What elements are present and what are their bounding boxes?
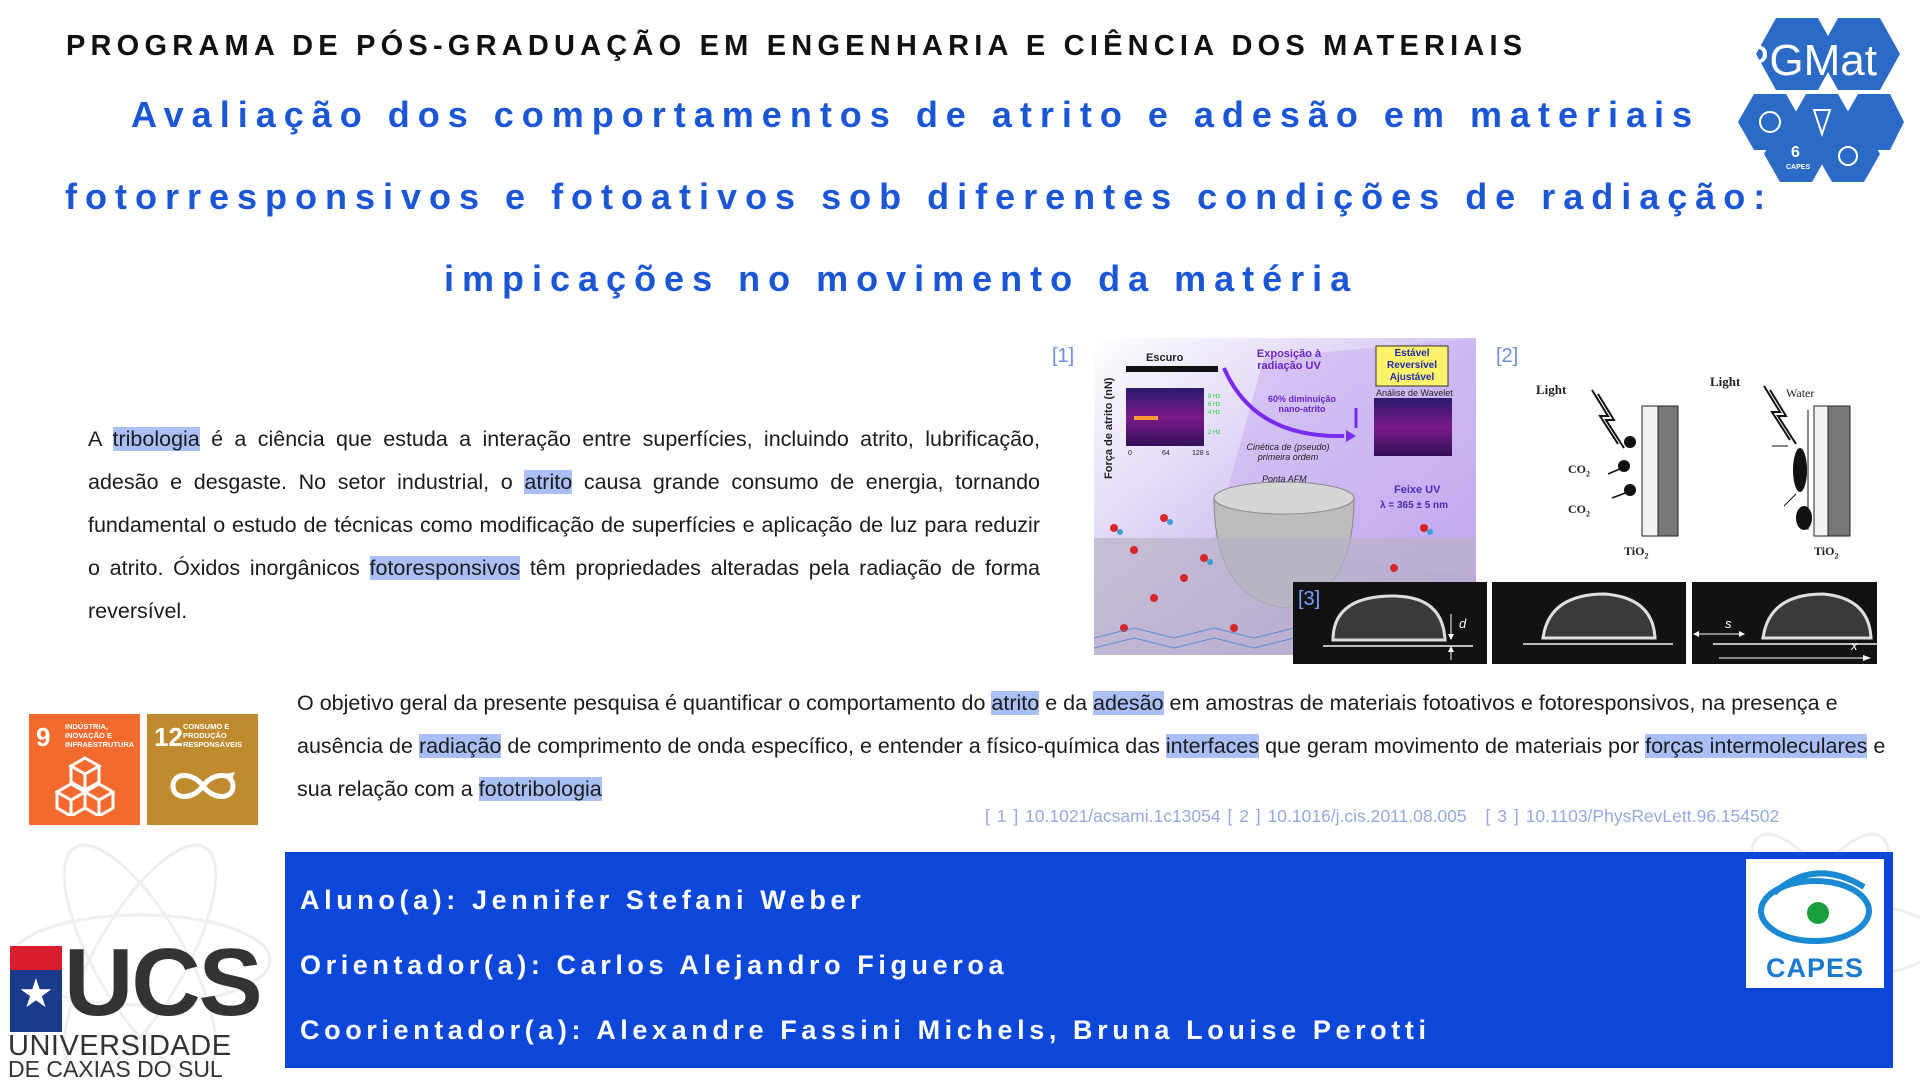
keyword-interfaces: interfaces — [1165, 734, 1260, 758]
co2-text: CO — [1568, 502, 1586, 516]
fig2-light-left: Light — [1536, 382, 1567, 397]
fig1-tick-64: 64 — [1162, 450, 1170, 457]
intro-text-0: A — [88, 427, 113, 451]
title-line-1: Avaliação dos comportamentos de atrito e adesão em materiais — [131, 94, 1701, 135]
tio2-text: TiO — [1814, 544, 1835, 558]
infinity-icon — [167, 766, 239, 806]
figure-tio2-schematic — [1532, 370, 1862, 570]
coadvisors-names: Coorientador(a): Alexandre Fassini Michels, Bruna Louise Perotti — [300, 1015, 1431, 1045]
capes-label: CAPES — [1765, 953, 1865, 983]
cubes-icon — [55, 754, 115, 816]
fig3-d-label: d — [1459, 616, 1467, 631]
fig1-tick-0: 0 — [1128, 450, 1132, 457]
capes-emblem-icon — [1754, 863, 1876, 951]
fig1-ylabel: Força de atrito (nN) — [1103, 377, 1115, 479]
fig1-exposure-label: Exposição à radiação UV — [1256, 348, 1322, 372]
keyword-tribologia: tribologia — [112, 427, 200, 451]
pgmat-logo — [1734, 14, 1904, 182]
fig1-lambda-label: λ = 365 ± 5 nm — [1380, 500, 1449, 511]
keyword-radiacao: radiação — [418, 734, 502, 758]
reference-2: [ 2 ] 10.1016/j.cis.2011.08.005 — [1227, 806, 1467, 826]
tio2-text: TiO — [1624, 544, 1645, 558]
sdg-9-number: 9 — [36, 722, 51, 752]
references-line — [985, 806, 1779, 827]
capes-logo — [1746, 859, 1884, 988]
intro-text-1: é a ciência que estuda a interação entre superfícies, incluindo atrito, lubrificação, adesão e desgaste. No setor industrial, o — [88, 427, 1040, 494]
co2-text: CO — [1568, 462, 1586, 476]
pgmat-capes: CAPES — [1786, 164, 1811, 171]
fig1-tip-label: Ponta AFM — [1262, 474, 1307, 484]
tio2-sub: 2 — [1644, 551, 1649, 561]
objective-text-0: O objetivo geral da presente pesquisa é quantificar o comportamento do — [297, 691, 992, 715]
keyword-adesao: adesão — [1093, 691, 1164, 715]
intro-text-3: têm propriedades alteradas pela radiação de forma reversível. — [88, 556, 1040, 623]
fig1-dark-label: Escuro — [1146, 352, 1184, 364]
fig1-decrease-label: 60% diminuição nano-atrito — [1267, 394, 1337, 414]
pgmat-nota: 6 — [1791, 144, 1800, 161]
sdg-12-number: 12 — [154, 722, 183, 752]
co2-sub: 2 — [1586, 509, 1590, 519]
title-line-2: fotorresponsivos e fotoativos sob diferentes condições de radiação: — [65, 176, 1774, 217]
fig2-water-label: Water — [1786, 386, 1815, 400]
pgmat-logo-text: PGMat — [1740, 36, 1877, 85]
fig2-tag: [2] — [1496, 345, 1519, 367]
objective-text-1: e da — [1039, 691, 1094, 715]
keyword-fototribologia: fototribologia — [478, 777, 602, 801]
keyword-atrito: atrito — [524, 470, 573, 494]
intro-text-2: causa grande consumo de energia, tornando fundamental o estudo de técnicas como modificação de superfícies e aplicação de luz para reduzir o atrito. Óxidos inorgânicos — [88, 470, 1040, 580]
fig2-co2-a — [1568, 462, 1590, 478]
sdg-12-label: CONSUMO E PRODUÇÃO RESPONSÁVEIS — [183, 722, 243, 749]
fig2-co2-b — [1568, 502, 1590, 518]
figure-droplets — [1293, 582, 1877, 664]
fig2-tio2-right — [1814, 544, 1838, 560]
title-line-3: impicações no movimento da matéria — [444, 258, 1359, 299]
objective-text-3: de comprimento de onda específico, e entender a físico-química das — [501, 734, 1166, 758]
ucs-flag-icon: ★ — [10, 946, 62, 1032]
fig1-freq-2: 2 Hz — [1208, 430, 1221, 436]
objective-text-4: que geram movimento de materiais por — [1259, 734, 1646, 758]
fig1-freq-8: 8 Hz — [1208, 394, 1221, 400]
intro-paragraph — [88, 418, 1040, 633]
ucs-short-name: UCS — [64, 929, 261, 1036]
fig3-tag: [3] — [1298, 588, 1321, 610]
tio2-sub: 2 — [1834, 551, 1839, 561]
fig1-freq-6: 6 Hz — [1208, 402, 1221, 408]
fig1-stable-label: Estável Reversível Ajustável — [1386, 348, 1438, 383]
student-name: Aluno(a): Jennifer Stefani Weber — [300, 885, 866, 915]
sdg-9-badge — [29, 714, 140, 825]
fig3-x-label: x — [1851, 638, 1858, 653]
fig1-kinetics-label: Cinética de (pseudo) primeira ordem — [1246, 442, 1330, 462]
objective-text-2: em amostras de materiais fotoativos e fotoresponsivos, na presença e ausência de — [297, 691, 1838, 758]
fig3-s-label: s — [1725, 616, 1732, 631]
reference-3: [ 3 ] 10.1103/PhysRevLett.96.154502 — [1485, 806, 1780, 826]
fig1-wavelet-label: Análise de Wavelet — [1376, 388, 1453, 398]
fig1-tick-128: 128 s — [1192, 450, 1210, 457]
program-name: PROGRAMA DE PÓS-GRADUAÇÃO EM ENGENHARIA E CIÊNCIA DOS MATERIAIS — [66, 30, 1528, 62]
keyword-forcas-intermoleculares: forças intermoleculares — [1645, 734, 1868, 758]
ucs-name-line-2: DE CAXIAS DO SUL — [8, 1056, 223, 1082]
fig2-light-right: Light — [1710, 374, 1741, 389]
sdg-12-badge — [147, 714, 258, 825]
ucs-name-line-1: UNIVERSIDADE — [8, 1030, 232, 1062]
reference-1: [ 1 ] 10.1021/acsami.1c13054 — [985, 806, 1221, 826]
fig1-tag: [1] — [1052, 345, 1075, 367]
co2-sub: 2 — [1586, 469, 1590, 479]
objective-paragraph — [297, 682, 1887, 811]
ucs-logo — [8, 929, 268, 1082]
objective-text-5: e sua relação com a — [297, 734, 1886, 801]
fig1-freq-4: 4 Hz — [1208, 410, 1221, 416]
fig1-beam-label: Feixe UV — [1394, 484, 1441, 496]
sdg-9-label: INDÚSTRIA, INOVAÇÃO E INFRAESTRUTURA — [65, 722, 135, 749]
fig2-tio2-left — [1624, 544, 1648, 560]
advisor-name: Orientador(a): Carlos Alejandro Figueroa — [300, 950, 1009, 980]
keyword-fotoresponsivos: fotoresponsivos — [369, 556, 521, 580]
keyword-atrito: atrito — [991, 691, 1040, 715]
